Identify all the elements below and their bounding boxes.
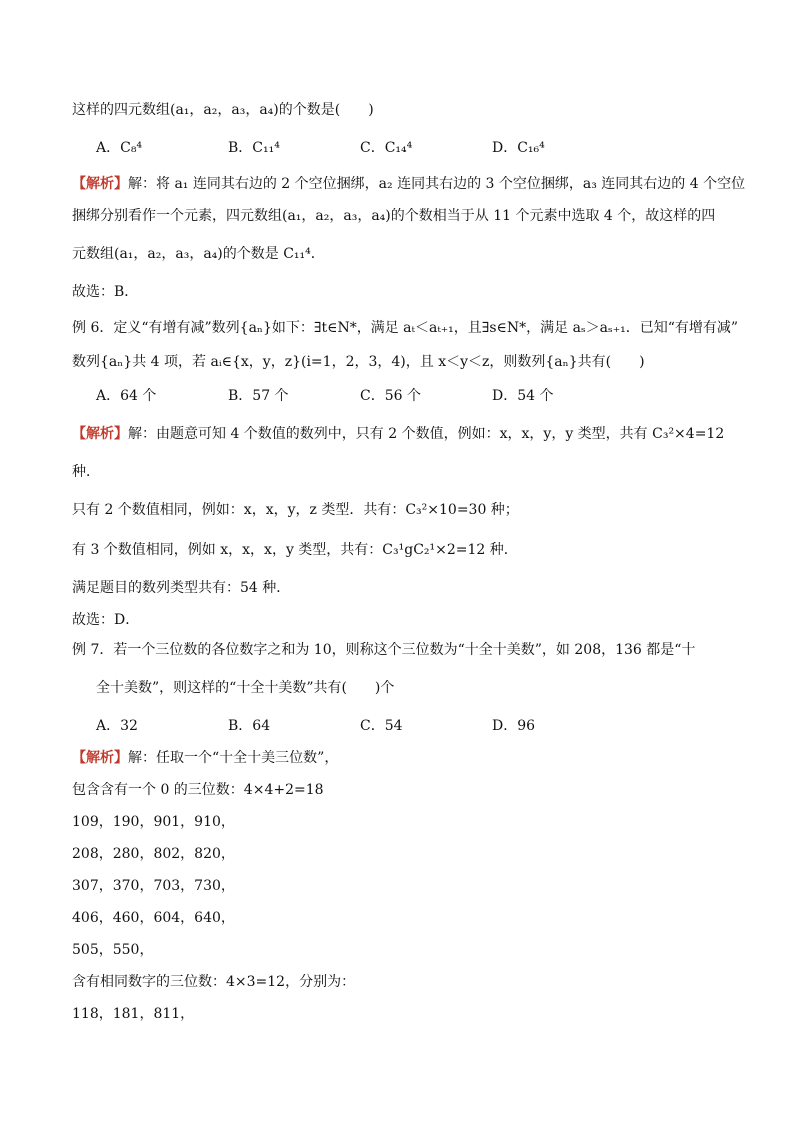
- solution7-line9: 118，181，811，: [72, 1006, 195, 1022]
- question7-line1: 例 7．若一个三位数的各位数字之和为 10，则称这个三位数为“十全十美数”，如 208，136 都是“十: [72, 642, 696, 658]
- solution7-line3: 109，190，901，910，: [72, 814, 235, 830]
- answer5: 故选：B．: [72, 284, 139, 300]
- solution7-line2: 包含含有一个 0 的三位数：4×4+2=18: [72, 782, 324, 798]
- answer6: 故选：D．: [72, 612, 140, 628]
- option-c: C．54: [360, 718, 403, 734]
- question7-options: [96, 716, 624, 736]
- solution5-line2: 捆绑分别看作一个元素，四元数组(a₁，a₂，a₃，a₄)的个数相当于从 11 个元素中选取 4 个，故这样的四: [72, 208, 716, 224]
- option-b: B．57 个: [228, 388, 289, 404]
- question5-options: [96, 138, 624, 158]
- question6-options: [96, 386, 624, 406]
- question5-tail: 这样的四元数组(a₁，a₂，a₃，a₄)的个数是( ): [72, 102, 374, 118]
- solution7-line1: 【解析】解：任取一个“十全十美三位数”，: [72, 750, 339, 766]
- solution5-line3: 元数组(a₁，a₂，a₃，a₄)的个数是 C₁₁⁴．: [72, 246, 325, 262]
- solution7-line4: 208，280，802，820，: [72, 846, 235, 862]
- solution6-line4: 有 3 个数值相同，例如 x，x，x，y 类型，共有：C₃¹gC₂¹×2=12 种．: [72, 542, 518, 558]
- option-a: A．C₈⁴: [96, 140, 143, 156]
- solution7-line7: 505，550，: [72, 942, 154, 958]
- solution6-line5: 满足题目的数列类型共有：54 种．: [72, 580, 291, 596]
- solution7-line5: 307，370，703，730，: [72, 878, 235, 894]
- solution6-line1: 【解析】解：由题意可知 4 个数值的数列中，只有 2 个数值，例如：x，x，y，y 类型，共有 C₃²×4=12: [72, 426, 725, 442]
- solution5-line1: 【解析】解：将 a₁ 连同其右边的 2 个空位捆绑，a₂ 连同其右边的 3 个空位捆绑，a₃ 连同其右边的 4 个空位: [72, 176, 746, 192]
- question6-line1: 例 6．定义“有增有减”数列{aₙ}如下：∃t∈N*，满足 aₜ＜aₜ₊₁，且∃s∈N*，满足 aₛ＞aₛ₊₁．已知“有增有减”: [72, 320, 739, 336]
- option-b: B．64: [228, 718, 271, 734]
- option-a: A．64 个: [96, 388, 157, 404]
- option-d: D．96: [492, 718, 536, 734]
- question6-line2: 数列{aₙ}共 4 项，若 aᵢ∈{x，y，z}(i=1，2，3，4)，且 x＜y＜z，则数列{aₙ}共有( ): [72, 354, 645, 370]
- solution6-line3: 只有 2 个数值相同，例如：x，x，y，z 类型．共有：C₃²×10=30 种；: [72, 502, 519, 518]
- question7-line2: 全十美数”，则这样的“十全十美数”共有( )个: [96, 680, 395, 696]
- option-c: C．C₁₄⁴: [360, 140, 413, 156]
- solution7-line8: 含有相同数字的三位数：4×3=12，分别为：: [72, 974, 356, 990]
- solution6-line2: 种．: [72, 464, 100, 480]
- solution7-line6: 406，460，604，640，: [72, 910, 235, 926]
- solution-label: 【解析】: [72, 750, 128, 766]
- option-d: D．54 个: [492, 388, 554, 404]
- option-b: B．C₁₁⁴: [228, 140, 280, 156]
- option-c: C．56 个: [360, 388, 421, 404]
- solution-label: 【解析】: [72, 426, 128, 442]
- solution-label: 【解析】: [72, 176, 128, 192]
- option-a: A．32: [96, 718, 138, 734]
- option-d: D．C₁₆⁴: [492, 140, 545, 156]
